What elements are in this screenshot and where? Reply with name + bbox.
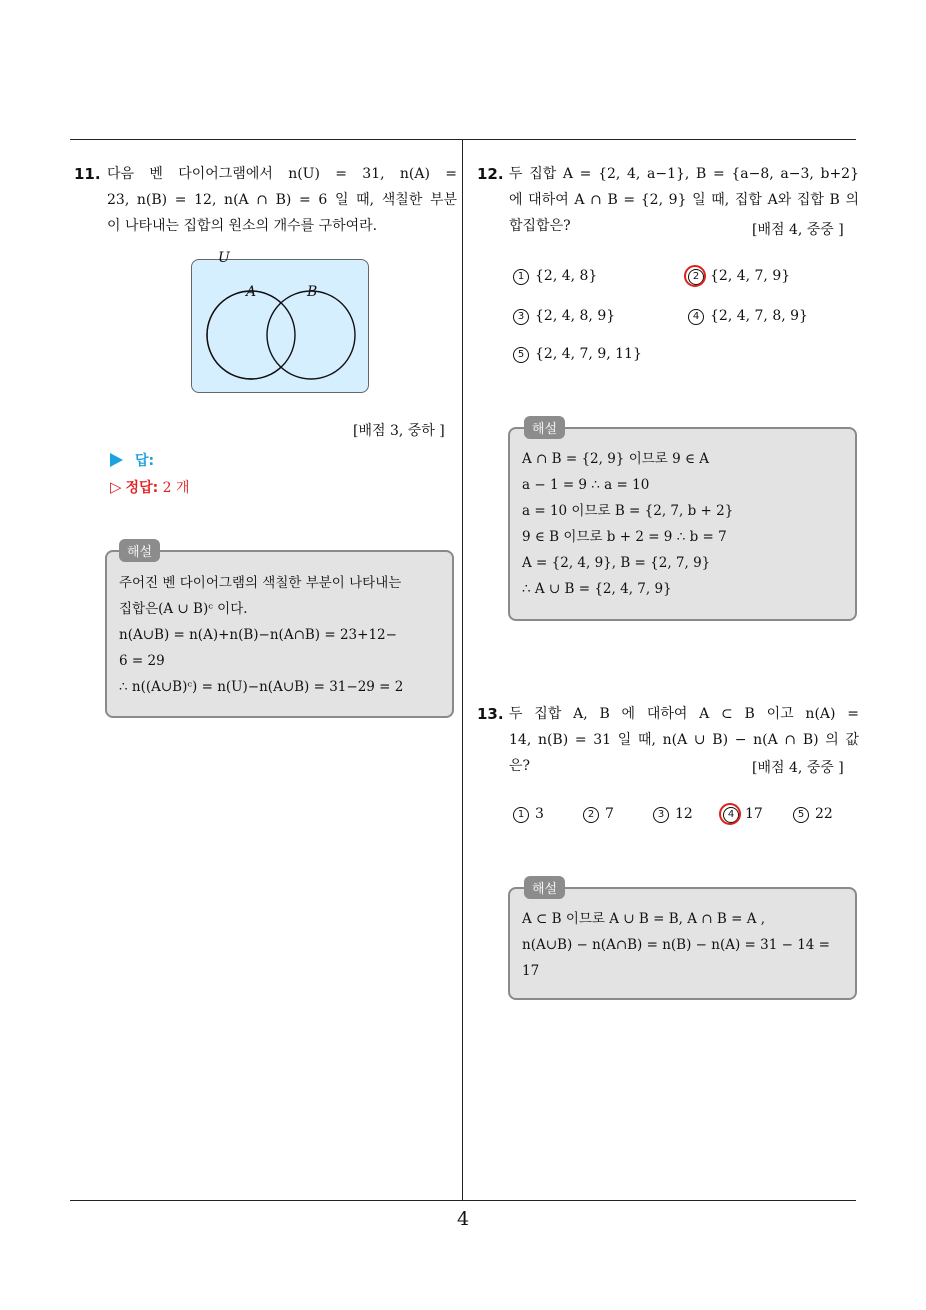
question-12-text: 두 집합 A = {2, 4, a−1}, B = {a−8, a−3, b+2} 에 대하여 A ∩ B = {2, 9} 일 때, 집합 A와 집합 B 의 합집합은?	[509, 166, 859, 234]
choice-13-2[interactable]: 2 7	[583, 806, 614, 823]
choice-12-3[interactable]: 3 {2, 4, 8, 9}	[513, 308, 615, 325]
solution-tag: 해설	[119, 539, 160, 562]
choice-12-2[interactable]: 2 {2, 4, 7, 9}	[688, 268, 790, 285]
page-number: 4	[456, 1208, 470, 1230]
choice-12-4[interactable]: 4 {2, 4, 7, 8, 9}	[688, 308, 808, 325]
choice-13-5[interactable]: 5 22	[793, 806, 833, 823]
question-13-meta: [배점 4, 중중 ]	[752, 760, 844, 776]
question-11-number: 11.	[74, 165, 101, 183]
venn-circle-b	[267, 291, 355, 379]
choice-13-4[interactable]: 4 17	[723, 806, 763, 823]
solution-box-13	[508, 882, 857, 1000]
venn-set-b-label: B	[307, 284, 318, 300]
question-11-meta: [배점 3, 중하 ]	[353, 423, 445, 439]
solution-tag: 해설	[524, 416, 565, 439]
solution-text: A ∩ B = {2, 9} 이므로 9 ∈ A a − 1 = 9 ∴ a = 10 a = 10 이므로 B = {2, 7, b + 2} 9 ∈ B 이므로 b + 2 = 9 ∴ b = 7 A = {2, 4, 9}, B = {2, 7, 9} ∴ A ∪ B = {2, 4, 7, 9}	[522, 451, 734, 597]
venn-svg	[192, 260, 368, 392]
question-12-number: 12.	[477, 165, 504, 183]
venn-set-a-label: A	[246, 284, 257, 300]
answer-row: 답:	[110, 450, 154, 470]
solution-text: 주어진 벤 다이어그램의 색칠한 부분이 나타내는 집합은(A ∪ B)ᶜ 이다. n(A∪B) = n(A)+n(B)−n(A∩B) = 23+12− 6 = 29 ∴ n((A∪B)ᶜ) = n(U)−n(A∪B) = 31−29 = 2	[119, 575, 404, 695]
solution-tag: 해설	[524, 876, 565, 899]
venn-diagram	[191, 250, 369, 393]
outline-triangle-icon: ▷	[110, 478, 122, 496]
question-13-number: 13.	[477, 705, 504, 723]
question-13-text: 두 집합 A, B 에 대하여 A ⊂ B 이고 n(A) = 14, n(B) = 31 일 때, n(A ∪ B) − n(A ∩ B) 의 값 은?	[509, 706, 859, 774]
marked-answer-circle	[719, 803, 741, 825]
question-12-meta: [배점 4, 중중 ]	[752, 222, 844, 238]
column-divider	[462, 139, 463, 1201]
choice-13-3[interactable]: 3 12	[653, 806, 693, 823]
choice-12-5[interactable]: 5 {2, 4, 7, 9, 11}	[513, 346, 642, 363]
marked-answer-circle	[684, 265, 706, 287]
venn-universe-label: U	[218, 250, 230, 266]
solution-box-11	[105, 545, 454, 718]
solution-box-12	[508, 422, 857, 621]
choice-12-1[interactable]: 1 {2, 4, 8}	[513, 268, 597, 285]
choice-13-1[interactable]: 1 3	[513, 806, 544, 823]
question-11-text: 다음 벤 다이어그램에서 n(U) = 31, n(A) = 23, n(B) = 12, n(A ∩ B) = 6 일 때, 색칠한 부분 이 나타내는 집합의 원소의 개수를 구하여라.	[107, 166, 457, 234]
play-triangle-icon	[110, 453, 123, 467]
correct-answer-row: ▷ 정답: 2 개	[110, 478, 190, 496]
top-rule	[70, 139, 856, 140]
solution-text: A ⊂ B 이므로 A ∪ B = B, A ∩ B = A , n(A∪B) − n(A∩B) = n(B) − n(A) = 31 − 14 = 17	[522, 911, 830, 979]
bottom-rule	[70, 1200, 856, 1201]
